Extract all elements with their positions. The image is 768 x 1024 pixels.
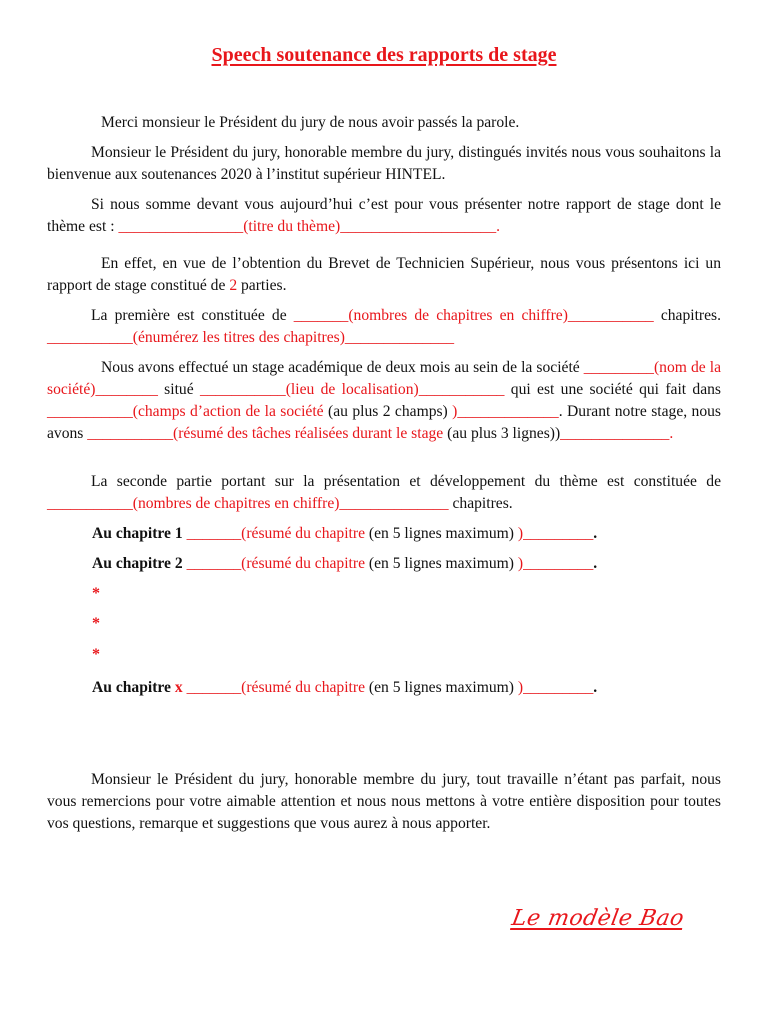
parts-count: 2	[229, 277, 238, 294]
chapter-summary-placeholder: _______(résumé du chapitre	[182, 679, 365, 696]
closing-text: Monsieur le Président du jury, honorable membre du jury, tout travaille n’étant pas parfait, nous vous remercions pour votre aimable attention et nous nous mettons à votre entière disposition pour toutes vos questions, remarque et suggestions que vous aurez à nous apporter.	[47, 771, 721, 832]
chapter-period: .	[593, 679, 598, 696]
location-placeholder: ___________(lieu de localisation)___________	[199, 381, 505, 398]
chapter-label: Au chapitre 1	[92, 525, 183, 542]
paragraph-welcome	[47, 142, 721, 186]
tasks-limit: (au plus 3 lignes))	[443, 425, 561, 442]
chapter-placeholder-end: )_________	[517, 555, 594, 572]
chapter-summary-placeholder: _______(résumé du chapitre	[182, 525, 365, 542]
paragraph-first-part	[47, 305, 721, 349]
chapter-line-2	[92, 553, 732, 575]
chapter-limit: (en 5 lignes maximum)	[365, 679, 518, 696]
paragraph-greeting	[47, 112, 721, 134]
chapter-placeholder-end: )_________	[517, 679, 594, 696]
field-placeholder: ___________(champs d’action de la société	[47, 403, 324, 420]
company-name-placeholder: _________(nom de la société)________	[47, 359, 722, 398]
paragraph-internship	[47, 357, 721, 445]
first-part-titles-placeholder: ___________(énumérez les titres des chapitres)______________	[47, 329, 455, 346]
second-part-count-placeholder: ___________(nombres de chapitres en chiffre)______________	[47, 495, 449, 512]
second-part-chapters-word: chapitres.	[448, 495, 513, 512]
chapter-period: .	[593, 555, 598, 572]
paragraph-theme	[47, 194, 721, 238]
ellipsis-star: *	[92, 646, 100, 663]
tasks-text: . Durant notre stage, nous avons	[47, 403, 722, 442]
signature: Le modèle Bao	[509, 906, 687, 931]
paragraph-closing	[47, 769, 721, 835]
ellipsis-star: *	[92, 585, 100, 602]
company-field-text: qui est une société qui fait dans	[504, 381, 722, 398]
chapter-limit: (en 5 lignes maximum)	[365, 555, 518, 572]
chapter-summary-placeholder: _______(résumé du chapitre	[182, 555, 365, 572]
theme-text: Si nous somme devant vous aujourd’hui c’est pour vous présenter notre rapport de stage dont le thème est :	[47, 196, 721, 235]
paragraph-second-part	[47, 471, 721, 515]
parts-suffix: parties.	[237, 277, 287, 294]
parts-text: En effet, en vue de l’obtention du Brevet de Technicien Supérieur, nous vous présentons ici un rapport de stage constitué de	[47, 255, 721, 294]
field-limit: (au plus 2 champs)	[323, 403, 453, 420]
chapter-limit: (en 5 lignes maximum)	[365, 525, 518, 542]
theme-placeholder: ________________(titre du thème)____________________.	[118, 218, 501, 235]
greeting-text: Merci monsieur le Président du jury de nous avoir passés la parole.	[101, 114, 520, 131]
chapter-variable-x: x	[174, 679, 183, 696]
located-word: situé	[157, 381, 200, 398]
chapter-line-x	[92, 677, 732, 699]
chapter-period: .	[593, 525, 598, 542]
first-part-text: La première est constituée de	[91, 307, 294, 324]
chapter-label: Au chapitre 2	[92, 555, 183, 572]
tasks-placeholder: ___________(résumé des tâches réalisées durant le stage	[87, 425, 444, 442]
welcome-text: Monsieur le Président du jury, honorable membre du jury, distingués invités nous vous souhaitons la bienvenue aux soutenances 2020 à l’institut supérieur HINTEL.	[47, 144, 721, 183]
document-title: Speech soutenance des rapports de stage	[211, 44, 557, 66]
chapter-label: Au chapitre	[92, 679, 171, 696]
chapter-line-1	[92, 523, 732, 545]
internship-text: Nous avons effectué un stage académique de deux mois au sein de la société	[101, 359, 584, 376]
tasks-placeholder-end: ______________.	[560, 425, 674, 442]
first-part-chapters-word: chapitres.	[653, 307, 721, 324]
second-part-text: La seconde partie portant sur la présentation et développement du thème est constituée de	[91, 473, 721, 490]
paragraph-parts	[47, 253, 721, 297]
first-part-count-placeholder: _______(nombres de chapitres en chiffre)___________	[293, 307, 654, 324]
chapter-placeholder-end: )_________	[517, 525, 594, 542]
field-placeholder-end: )_____________	[452, 403, 559, 420]
ellipsis-star: *	[92, 615, 100, 632]
